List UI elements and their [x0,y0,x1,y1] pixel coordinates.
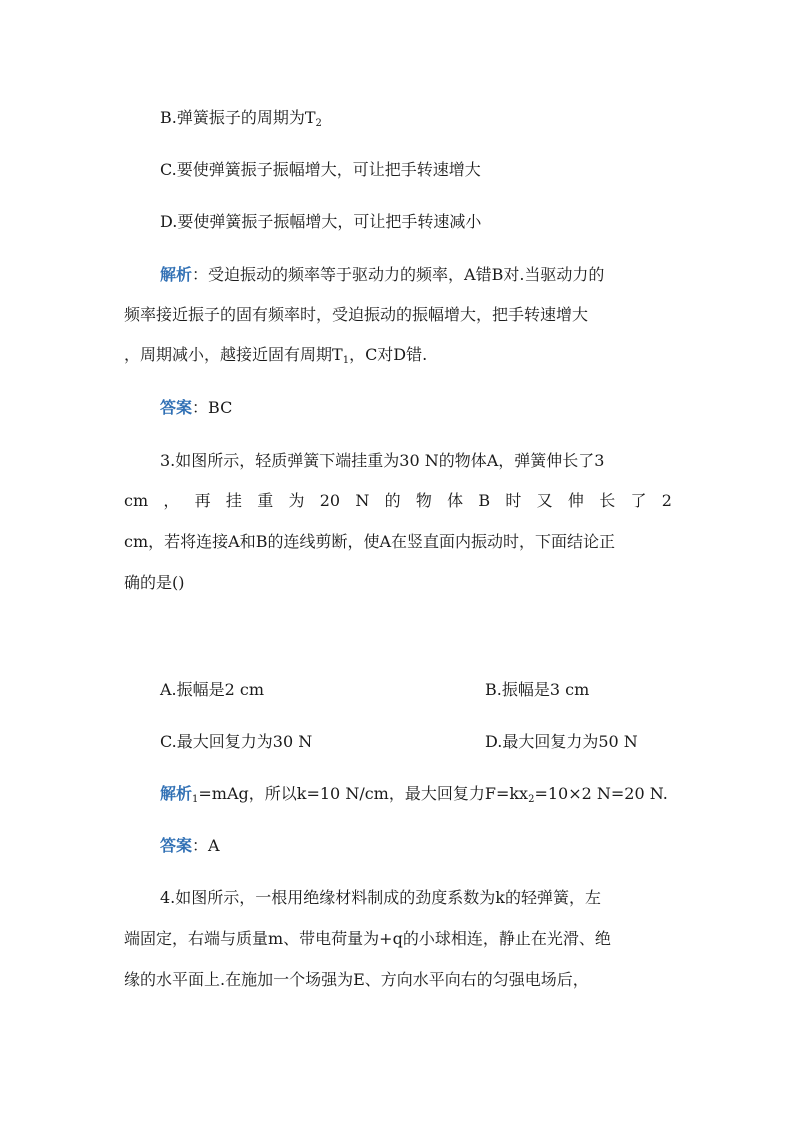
question3-line2-word: 物 [415,491,432,510]
question3-line2-word: B [478,491,491,510]
question3-line2-word: 再 [194,491,211,510]
analysis-q2-line1: 解析：受迫振动的频率等于驱动力的频率，A错B对.当驱动力的 [160,265,605,284]
question3-line2-word: 为 [288,491,305,510]
option-b-q3: B.振幅是3 cm [485,680,590,699]
option-b: B.弹簧振子的周期为$T_2$ [160,108,322,129]
question3-line2-word: 时 [505,491,522,510]
question4-line3: 缘的水平面上.在施加一个场强为E、方向水平向右的匀强电场后， [124,970,589,989]
question3-line2-word: ， [163,491,180,510]
question3-line2-word: N [355,491,370,510]
option-d-q3: D.最大回复力为50 N [485,732,638,751]
option-a-q3: A.振幅是2 cm [160,680,265,699]
question3-line2-word: 的 [384,491,401,510]
answer-label: 答案 [160,398,193,417]
question3-line3: cm，若将连接A和B的连线剪断，使A在竖直面内振动时，下面结论正 [124,532,616,551]
analysis-label: 解析 [160,784,193,803]
question3-line2-word: 20 [319,491,341,510]
question3-line4: 确的是() [124,573,185,592]
answer-label: 答案 [160,836,193,855]
question4-line1: 4.如图所示，一根用绝缘材料制成的劲度系数为k的轻弹簧，左 [160,888,601,907]
analysis-q2-line3: ，周期减小，越接近固有周期$T_1$，C对D错. [124,345,428,366]
question3-line2-word: 体 [447,491,464,510]
question3-line2-word: 重 [257,491,274,510]
answer-q2: 答案：BC [160,398,233,417]
question3-line2-word: 长 [599,491,616,510]
analysis-label: 解析 [160,265,193,284]
question3-line1: 3.如图所示，轻质弹簧下端挂重为30 N的物体A，弹簧伸长了3 [160,451,605,470]
question3-line2-word: 又 [536,491,553,510]
option-d: D.要使弹簧振子振幅增大，可让把手转速减小 [160,212,482,231]
question4-line2: 端固定，右端与质量m、带电荷量为+q的小球相连，静止在光滑、绝 [124,929,611,948]
analysis-q3: 解析$_1$=mAg，所以k=10 N/cm，最大回复力$F=kx_2=10\times 2$ N=20 N. [160,784,668,805]
option-c: C.要使弹簧振子振幅增大，可让把手转速增大 [160,160,481,179]
question3-line2-word: cm [124,491,149,510]
option-c-q3: C.最大回复力为30 N [160,732,313,751]
question3-line2-word: 了 [630,491,647,510]
question3-line2-word: 2 [661,491,672,510]
analysis-q2-line2: 频率接近振子的固有频率时，受迫振动的振幅增大，把手转速增大 [124,305,589,324]
question3-line2-word: 伸 [567,491,584,510]
answer-q3: 答案：A [160,836,220,855]
question3-line2 [124,491,672,511]
question3-line2-word: 挂 [225,491,242,510]
